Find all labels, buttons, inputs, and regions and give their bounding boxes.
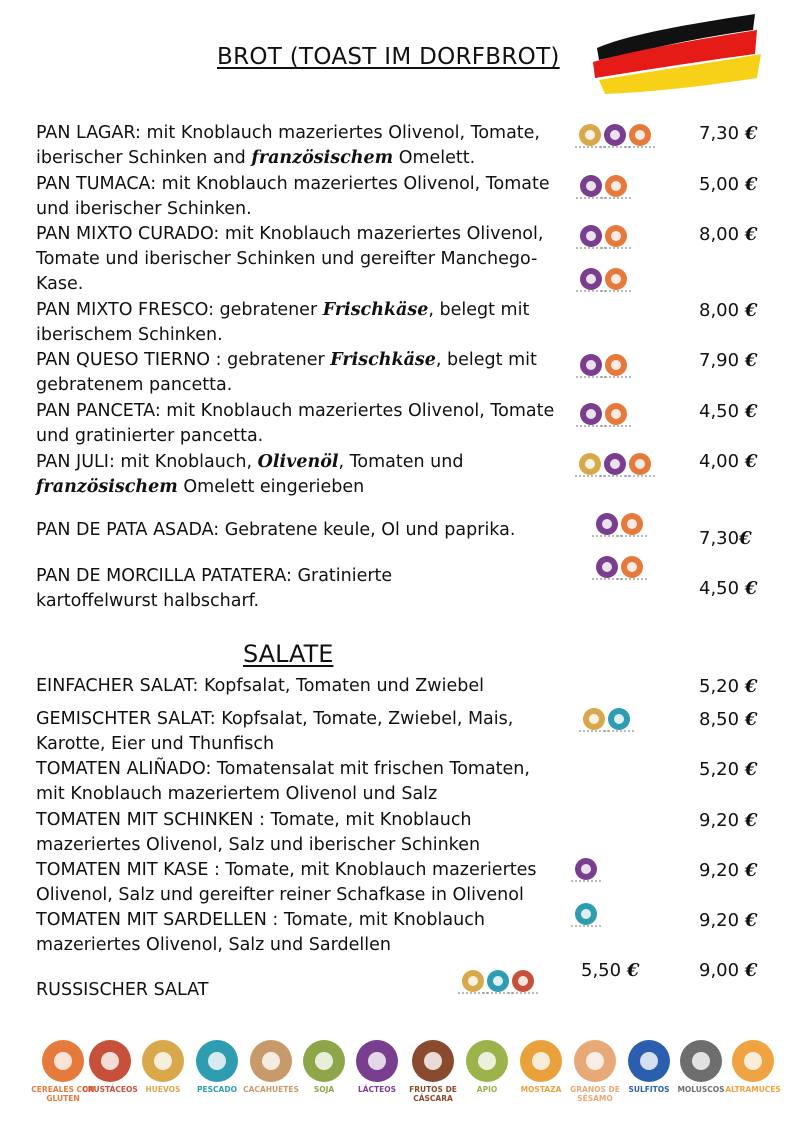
allergen-icons: [575, 858, 597, 880]
lacteos-icon: [604, 124, 626, 146]
altramuces-icon: [732, 1040, 774, 1082]
lacteos-icon: [580, 268, 602, 290]
lacteos-icon: [596, 513, 618, 535]
huevos-icon: [579, 453, 601, 475]
menu-item-einfacher-salat: EINFACHER SALAT: Kopfsalat, Tomaten und Zwiebel: [36, 676, 484, 696]
allergen-icons: [579, 453, 651, 475]
menu-item-russischer-salat: RUSSISCHER SALAT: [36, 980, 209, 1000]
allergen-icons: [580, 354, 627, 376]
apio-icon: [466, 1040, 508, 1082]
menu-item-pan-panceta: PAN PANCETA: mit Knoblauch mazeriertes Olivenol, Tomate und gratinierter pancetta.: [36, 401, 555, 446]
allergen-icons: [580, 225, 627, 247]
huevos-icon: [142, 1040, 184, 1082]
legend-pescado: PESCADO: [182, 1040, 252, 1094]
moluscos-icon: [680, 1040, 722, 1082]
allergen-icons: [575, 903, 597, 925]
legend-cereales: CEREALES CON GLUTEN: [28, 1040, 98, 1103]
price: 5,00 €: [699, 174, 758, 195]
menu-item-pan-tumaca: PAN TUMACA: mit Knoblauch mazeriertes Olivenol, Tomate und iberischer Schinken.: [36, 174, 550, 219]
allergen-icons: [580, 403, 627, 425]
lacteos-icon: [575, 858, 597, 880]
allergen-icons: [583, 708, 630, 730]
lacteos-icon: [580, 354, 602, 376]
allergen-legend: [28, 1040, 788, 1110]
lacteos-icon: [604, 453, 626, 475]
price: 8,00 €: [699, 224, 758, 245]
frutos-de-cascara-icon: [412, 1040, 454, 1082]
menu-item-tomaten-alinado: TOMATEN ALIÑADO: Tomatensalat mit frischen Tomaten, mit Knoblauch mazeriertem Olivenol und Salz: [36, 759, 530, 804]
sesamo-icon: [574, 1040, 616, 1082]
menu-item-pan-lagar: PAN LAGAR: mit Knoblauch mazeriertes Olivenol, Tomate, iberischer Schinken and französischem Omelett.: [36, 123, 540, 168]
legend-cacahuetes: CACAHUETES: [236, 1040, 306, 1094]
legend-crustaceos: CRUSTÁCEOS: [75, 1040, 145, 1094]
crustaceos-icon: [512, 970, 534, 992]
menu-item-tomaten-mit-schinken: TOMATEN MIT SCHINKEN : Tomate, mit Knoblauch mazeriertes Olivenol, Salz und iberischer Schinken: [36, 810, 481, 855]
legend-mostaza: MOSTAZA: [506, 1040, 576, 1094]
lacteos-icon: [580, 225, 602, 247]
price: 7,90 €: [699, 350, 758, 371]
price: 4,50 €: [699, 578, 758, 599]
price: 7,30€: [699, 528, 752, 549]
legend-sesamo: GRANOS DE SÉSAMO: [560, 1040, 630, 1103]
cereales-icon: [605, 175, 627, 197]
lacteos-icon: [596, 556, 618, 578]
cereales-icon: [621, 556, 643, 578]
pescado-icon: [196, 1040, 238, 1082]
legend-apio: APIO: [452, 1040, 522, 1094]
soja-icon: [303, 1040, 345, 1082]
legend-sulfitos: SULFITOS: [614, 1040, 684, 1094]
price: 8,50 €: [699, 709, 758, 730]
price: 7,30 €: [699, 123, 758, 144]
legend-huevos: HUEVOS: [128, 1040, 198, 1094]
price: 4,50 €: [699, 401, 758, 422]
menu-item-pan-de-morcilla-patatera: PAN DE MORCILLA PATATERA: Gratinierte kartoffelwurst halbscharf.: [36, 566, 393, 611]
german-flag-icon: [585, 8, 765, 98]
price-small: 5,50 €: [581, 960, 640, 981]
sulfitos-icon: [628, 1040, 670, 1082]
legend-moluscos: MOLUSCOS: [666, 1040, 736, 1094]
huevos-icon: [579, 124, 601, 146]
allergen-icons: [462, 970, 534, 992]
cereales-icon: [629, 453, 651, 475]
salate-section-title: SALATE: [243, 640, 334, 668]
huevos-icon: [462, 970, 484, 992]
lacteos-icon: [580, 175, 602, 197]
price: 5,20 €: [699, 676, 758, 697]
menu-item-tomaten-mit-kase: TOMATEN MIT KASE : Tomate, mit Knoblauch mazeriertes Olivenol, Salz und gereifter reiner Schafkase in Olivenol: [36, 860, 537, 905]
cereales-icon: [605, 354, 627, 376]
menu-item-pan-mixto-fresco: PAN MIXTO FRESCO: gebratener Frischkäse, belegt mit iberischem Schinken.: [36, 300, 530, 345]
price: 9,20 €: [699, 810, 758, 831]
lacteos-icon: [356, 1040, 398, 1082]
price: 9,20 €: [699, 860, 758, 881]
legend-frutos-de-cascara: FRUTOS DE CÁSCARA: [398, 1040, 468, 1103]
crustaceos-icon: [89, 1040, 131, 1082]
mostaza-icon: [520, 1040, 562, 1082]
allergen-icons: [579, 124, 651, 146]
cacahuetes-icon: [250, 1040, 292, 1082]
price: 5,20 €: [699, 759, 758, 780]
allergen-icons: [596, 513, 643, 535]
cereales-icon: [629, 124, 651, 146]
cereales-icon: [621, 513, 643, 535]
price: 9,00 €: [699, 960, 758, 981]
legend-soja: SOJA: [289, 1040, 359, 1094]
menu-item-pan-de-pata-asada: PAN DE PATA ASADA: Gebratene keule, Ol und paprika.: [36, 520, 516, 540]
menu-item-pan-mixto-curado: PAN MIXTO CURADO: mit Knoblauch mazeriertes Olivenol, Tomate und iberischer Schinken und gereifter Manchego-Kase.: [36, 224, 544, 294]
menu-item-pan-queso-tierno: PAN QUESO TIERNO : gebratener Frischkäse, belegt mit gebratenem pancetta.: [36, 350, 537, 395]
brot-section-title: BROT (TOAST IM DORFBROT): [217, 44, 560, 70]
huevos-icon: [583, 708, 605, 730]
menu-item-tomaten-mit-sardellen: TOMATEN MIT SARDELLEN : Tomate, mit Knoblauch mazeriertes Olivenol, Salz und Sardellen: [36, 910, 485, 955]
menu-item-pan-juli: PAN JULI: mit Knoblauch, Olivenöl, Tomaten und französischem Omelett eingerieben: [36, 452, 464, 497]
allergen-icons: [580, 175, 627, 197]
pescado-icon: [575, 903, 597, 925]
lacteos-icon: [580, 403, 602, 425]
allergen-icons: [580, 268, 627, 290]
cereales-icon: [605, 225, 627, 247]
cereales-icon: [605, 403, 627, 425]
pescado-icon: [608, 708, 630, 730]
price: 9,20 €: [699, 910, 758, 931]
price: 4,00 €: [699, 451, 758, 472]
cereales-icon: [605, 268, 627, 290]
pescado-icon: [487, 970, 509, 992]
legend-altramuces: ALTRAMUCES: [718, 1040, 788, 1094]
allergen-icons: [596, 556, 643, 578]
legend-lacteos: LÁCTEOS: [342, 1040, 412, 1094]
menu-item-gemischter-salat: GEMISCHTER SALAT: Kopfsalat, Tomate, Zwiebel, Mais, Karotte, Eier und Thunfisch: [36, 709, 514, 754]
price: 8,00 €: [699, 300, 758, 321]
